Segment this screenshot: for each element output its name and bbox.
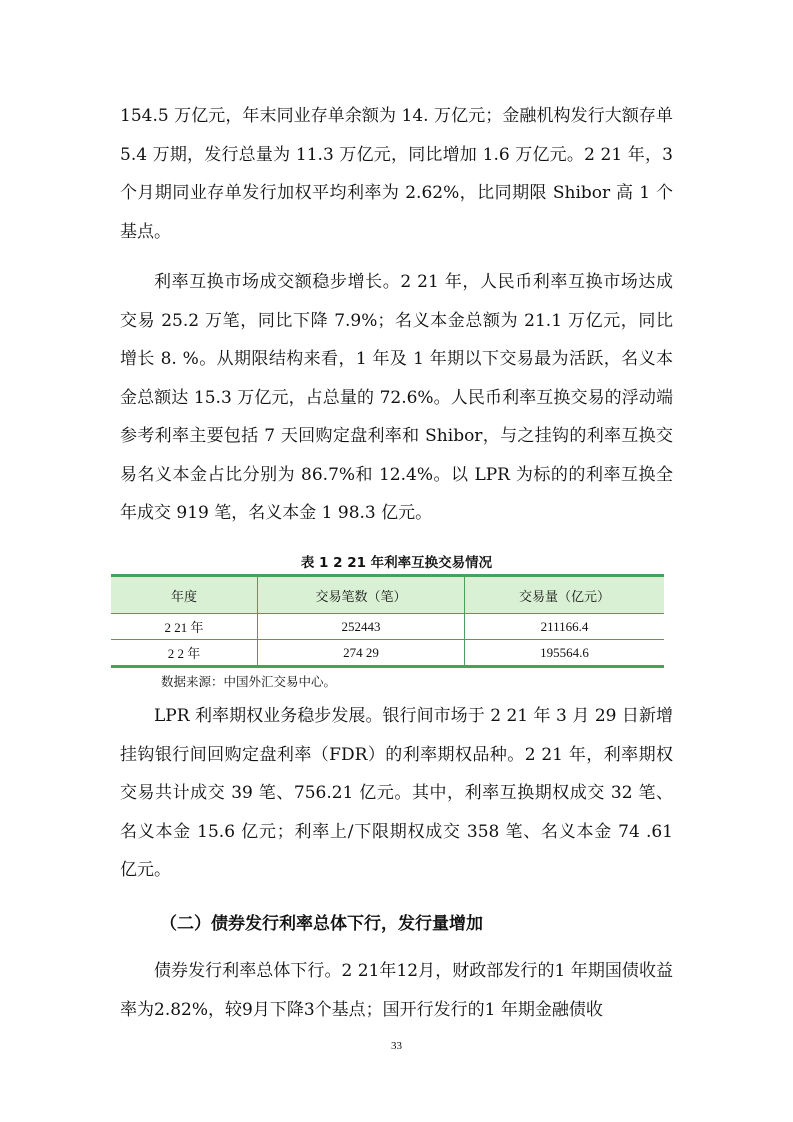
paragraph-lpr-options: LPR 利率期权业务稳步发展。银行间市场于 2 21 年 3 月 29 日新增挂钩银行间回购定盘利率（FDR）的利率期权品种。2 21 年，利率期权交易共计成交 39 笔、756.21 亿元。其中，利率互换期权成交 32 笔、名义本金 15.6 亿元；利率上/下限期权成交 358 笔、名义本金 74 .61 亿元。 bbox=[120, 706, 673, 880]
table-source-note: 数据来源：中国外汇交易中心。 bbox=[161, 674, 337, 689]
table-header-row bbox=[111, 576, 664, 614]
cell-trade-count: 252443 bbox=[258, 614, 465, 640]
header-trade-count: 交易笔数（笔） bbox=[258, 576, 465, 614]
header-year: 年度 bbox=[111, 576, 258, 614]
page-number: 33 bbox=[391, 1040, 402, 1052]
paragraph-bond-issuance: 债券发行利率总体下行。2 21年12月，财政部发行的1 年期国债收益率为2.82%，较9月下降3个基点；国开行发行的1 年期金融债收 bbox=[120, 961, 673, 1020]
paragraph-certificates-of-deposit: 154.5 万亿元，年末同业存单余额为 14. 万亿元；金融机构发行大额存单 5.4 万期，发行总量为 11.3 万亿元，同比增加 1.6 万亿元。2 21 年，3 个月期同业存单发行加权平均利率为 2.62%，比同期限 Shibor 高 1 个基点。 bbox=[120, 106, 673, 242]
cell-trade-volume: 195564.6 bbox=[465, 640, 665, 667]
cell-trade-count: 274 29 bbox=[258, 640, 465, 667]
cell-year: 2 21 年 bbox=[111, 614, 258, 640]
section-heading: （二）债券发行利率总体下行，发行量增加 bbox=[160, 914, 483, 934]
paragraph-interest-rate-swap: 利率互换市场成交额稳步增长。2 21 年，人民币利率互换市场达成交易 25.2 万笔，同比下降 7.9%；名义本金总额为 21.1 万亿元，同比增长 8. %。从期限结构来看，1 年及 1 年期以下交易最为活跃，名义本金总额达 15.3 万亿元，占总量的 72.6%。人民币利率互换交易的浮动端参考利率主要包括 7 天回购定盘利率和 Shibor，与之挂钩的利率互换交易名义本金占比分别为 86.7%和 12.4%。以 LPR 为标的的利率互换全年成交 919 笔，名义本金 1 98.3 亿元。 bbox=[120, 272, 673, 523]
cell-year: 2 2 年 bbox=[111, 640, 258, 667]
cell-trade-volume: 211166.4 bbox=[465, 614, 665, 640]
table-row bbox=[111, 614, 664, 640]
interest-rate-swap-table bbox=[111, 574, 664, 668]
table-caption: 表 1 2 21 年利率互换交易情况 bbox=[300, 555, 493, 571]
header-trade-volume: 交易量（亿元） bbox=[465, 576, 665, 614]
table-row bbox=[111, 640, 664, 667]
